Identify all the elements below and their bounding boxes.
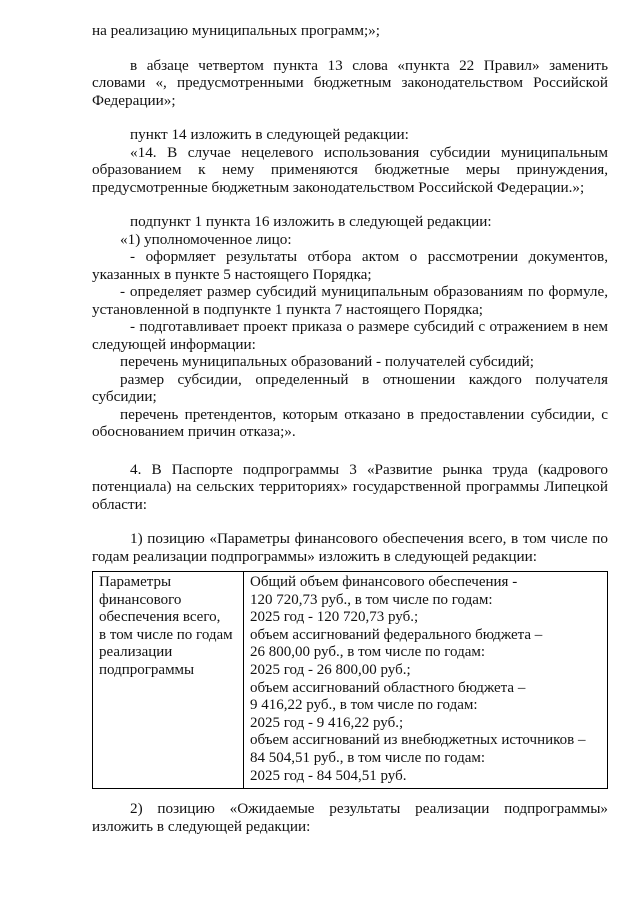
text-line: подпункт 1 пункта 16 изложить в следующей редакции: xyxy=(130,213,492,230)
text-line: словами «, предусмотренными бюджетным законодательством Российской xyxy=(92,74,608,91)
text-line: установленной в подпункте 1 пункта 7 настоящего Порядка; xyxy=(92,300,484,318)
text-line: указанных в пункте 5 настоящего Порядка; xyxy=(92,265,372,283)
cell-line: 120 720,73 руб., в том числе по годам: xyxy=(250,591,493,608)
text-line: перечень претендентов, которым отказано в предоставлении субсидии, с xyxy=(120,405,608,423)
text-line: - оформляет результаты отбора актом о рассмотрении документов, xyxy=(130,248,608,265)
cell-line: финансового xyxy=(99,591,182,608)
text-line: «14. В случае нецелевого использования субсидии муниципальным xyxy=(130,143,608,161)
text-line: перечень муниципальных образований - получателей субсидий; xyxy=(120,353,534,370)
financing-parameters-table xyxy=(92,571,608,789)
text-line: предусмотренные бюджетным законодательством Российской Федерации.»; xyxy=(92,178,585,196)
text-line: изложить в следующей редакции: xyxy=(92,817,311,835)
cell-line: 2025 год - 26 800,00 руб.; xyxy=(250,661,411,678)
text-line: размер субсидии, определенный в отношении каждого получателя xyxy=(120,370,608,388)
text-line: - подготавливает проект приказа о размере субсидий с отражением в нем xyxy=(130,318,608,335)
text-line: субсидии; xyxy=(92,388,157,405)
document-page-bottom xyxy=(92,800,608,835)
cell-line: 2025 год - 84 504,51 руб. xyxy=(250,767,407,784)
text-line: Федерации»; xyxy=(92,91,176,109)
cell-line: объем ассигнований федерального бюджета – xyxy=(250,626,543,643)
cell-line: реализации xyxy=(99,644,173,661)
cell-line: подпрограммы xyxy=(99,661,195,678)
cell-line: обеспечения всего, xyxy=(99,609,221,626)
cell-line: 2025 год - 120 720,73 руб.; xyxy=(250,609,419,626)
text-line: следующей информации: xyxy=(92,335,256,353)
text-line: области: xyxy=(92,495,147,513)
text-line: в абзаце четвертом пункта 13 слова «пункта 22 Правил» заменить xyxy=(130,56,608,74)
text-line: образованием к нему применяются бюджетные меры принуждения, xyxy=(92,161,608,178)
cell-line: объем ассигнований из внебюджетных источников – xyxy=(250,732,586,749)
cell-line: Общий объем финансового обеспечения - xyxy=(250,574,518,590)
cell-line: 2025 год - 9 416,22 руб.; xyxy=(250,714,404,731)
cell-line: 84 504,51 руб., в том числе по годам: xyxy=(250,749,486,766)
text-line: потенциала) на сельских территориях» государственной программы Липецкой xyxy=(92,478,608,495)
cell-line: Параметры xyxy=(99,574,172,590)
text-line: 2) позицию «Ожидаемые результаты реализации подпрограммы» xyxy=(130,800,608,817)
text-line: - определяет размер субсидий муниципальным образованиям по формуле, xyxy=(120,283,608,300)
text-line: на реализацию муниципальных программ;»; xyxy=(92,22,380,39)
parameter-name-cell xyxy=(93,572,244,789)
text-line: «1) уполномоченное лицо: xyxy=(120,230,292,248)
text-line: обоснованием причин отказа;». xyxy=(92,423,296,440)
document-page xyxy=(92,22,608,565)
text-line: 1) позицию «Параметры финансового обеспечения всего, в том числе по xyxy=(130,530,608,547)
table-row xyxy=(93,572,608,789)
text-line: пункт 14 изложить в следующей редакции: xyxy=(130,126,409,143)
text-line: 4. В Паспорте подпрограммы 3 «Развитие рынка труда (кадрового xyxy=(130,460,608,478)
text-line: годам реализации подпрограммы» изложить в следующей редакции: xyxy=(92,547,537,565)
cell-line: 9 416,22 руб., в том числе по годам: xyxy=(250,697,478,714)
cell-line: в том числе по годам xyxy=(99,626,233,643)
cell-line: объем ассигнований областного бюджета – xyxy=(250,679,526,696)
parameter-value-cell xyxy=(244,572,608,789)
cell-line: 26 800,00 руб., в том числе по годам: xyxy=(250,644,486,661)
